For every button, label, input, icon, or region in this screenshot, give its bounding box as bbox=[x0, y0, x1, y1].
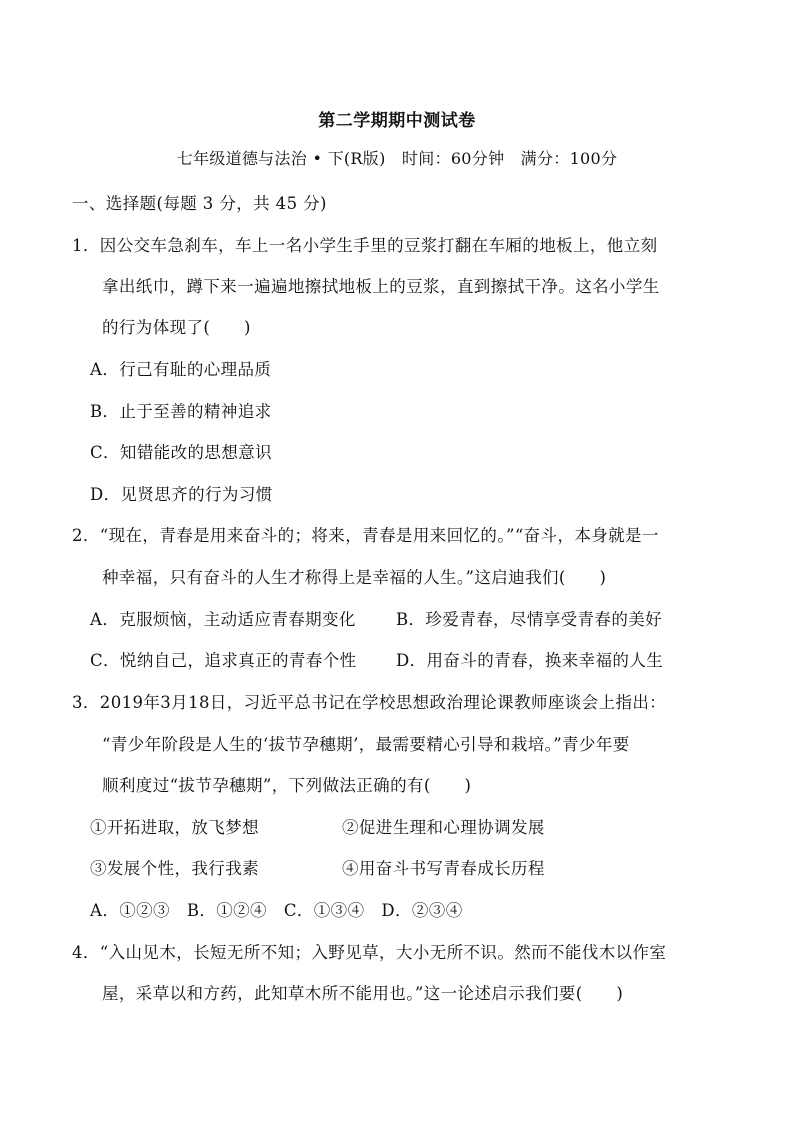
q1-option-d: D．见贤思齐的行为习惯 bbox=[90, 485, 273, 504]
q3-statement-2: ②促进生理和心理协调发展 bbox=[342, 818, 545, 837]
q3-statement-1: ①开拓进取，放飞梦想 bbox=[90, 818, 259, 837]
q3-stem-line3: 顺利度过“拔节孕穗期”，下列做法正确的有( ) bbox=[102, 776, 472, 795]
q1-stem-line1: 1．因公交车急刹车，车上一名小学生手里的豆浆打翻在车厢的地板上，他立刻 bbox=[72, 236, 658, 255]
exam-info: 七年级道德与法治 • 下(R版) 时间：60分钟 满分：100分 bbox=[176, 149, 618, 168]
q3-stem-line1: 3．2019年3月18日，习近平总书记在学校思想政治理论课教师座谈会上指出： bbox=[72, 693, 667, 712]
q4-stem-line1: 4．“入山见木，长短无所不知；入野见草，大小无所不识。然而不能伐木以作室 bbox=[72, 943, 667, 962]
q2-stem-line2: 种幸福，只有奋斗的人生才称得上是幸福的人生。”这启迪我们( ) bbox=[102, 568, 607, 587]
q3-statement-3: ③发展个性，我行我素 bbox=[90, 859, 259, 878]
q3-stem-line2: “青少年阶段是人生的‘拔节孕穗期’，最需要精心引导和栽培。”青少年要 bbox=[102, 735, 630, 754]
page-title: 第二学期期中测试卷 bbox=[318, 111, 476, 131]
q2-option-c: C．悦纳自己，追求真正的青春个性 bbox=[90, 651, 357, 670]
q1-stem-line2: 拿出纸巾，蹲下来一遍遍地擦拭地板上的豆浆，直到擦拭干净。这名小学生 bbox=[102, 277, 660, 296]
q1-option-a: A．行己有耻的心理品质 bbox=[90, 360, 272, 379]
q2-stem-line1: 2．“现在，青春是用来奋斗的；将来，青春是用来回忆的。”“奋斗，本身就是一 bbox=[72, 526, 659, 545]
q4-stem-line2: 屋，采草以和方药，此知草木所不能用也。”这一论述启示我们要( ) bbox=[102, 984, 624, 1003]
q2-option-b: B．珍爱青春，尽情享受青春的美好 bbox=[396, 610, 663, 629]
section-heading: 一、选择题(每题 3 分，共 45 分) bbox=[72, 194, 327, 213]
q2-option-d: D．用奋斗的青春，换来幸福的人生 bbox=[396, 651, 664, 670]
q2-option-a: A．克服烦恼，主动适应青春期变化 bbox=[90, 610, 356, 629]
q1-stem-line3: 的行为体现了( ) bbox=[102, 318, 251, 337]
q1-option-c: C．知错能改的思想意识 bbox=[90, 443, 273, 462]
q1-option-b: B．止于至善的精神追求 bbox=[90, 402, 272, 421]
q3-choices: A．①②③ B．①②④ C．①③④ D．②③④ bbox=[90, 901, 463, 920]
q3-statement-4: ④用奋斗书写青春成长历程 bbox=[342, 859, 545, 878]
